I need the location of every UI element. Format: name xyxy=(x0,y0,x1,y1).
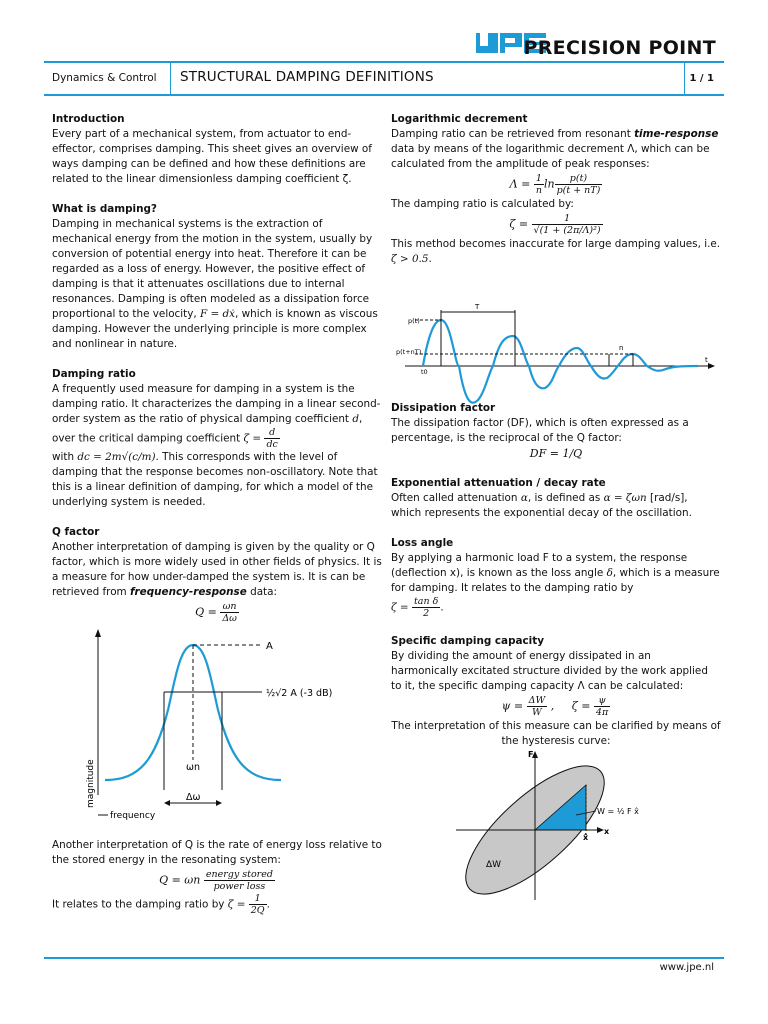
q-heading: Q factor xyxy=(52,526,100,538)
intro-text: Every part of a mechanical system, from actuator to end-effector, comprises damping. This sheet gives an overview of ways damping can be defined and how these definitions are related to the linear dimensionless damping coefficient ζ. xyxy=(52,128,372,185)
header-divider-2 xyxy=(684,63,685,94)
sdc-text-1: By dividing the amount of energy dissipated in an harmonically excitated structure divided by the work applied to it, the specific damping capacity Λ can be calculated: xyxy=(391,650,708,692)
log-equation-2: ζ = $\frac{1}{\text{√(1 + (2π/Λ)²)}}$ xyxy=(509,213,601,236)
label-wn: ωn xyxy=(186,762,200,773)
label-dW: ΔW xyxy=(486,860,502,870)
header-page: 1 / 1 xyxy=(689,73,714,84)
q-equation-2: Q = ωn $\frac{\text{energy stored}}{\text{power loss}}$ xyxy=(159,869,273,892)
label-t: t xyxy=(705,356,708,364)
label-xhat: x̂ xyxy=(583,833,589,842)
label-x: x xyxy=(604,827,610,836)
left-column xyxy=(52,112,382,626)
q-equation: Q = $\frac{\omega n}{\Delta\omega}$ xyxy=(195,601,237,624)
q-text-3: It relates to the damping ratio by ζ = $\frac{1}{2Q}$ . xyxy=(52,893,270,916)
log-equation: Λ = $\frac{1}{n}$ ln $\frac{p(t)}{p(t + nT)}$ xyxy=(509,173,601,196)
label-dw: Δω xyxy=(186,792,201,803)
label-frequency: frequency xyxy=(110,811,156,821)
log-text-3: This method becomes inaccurate for large damping values, i.e. ζ > 0.5. xyxy=(391,238,721,265)
sdc-heading: Specific damping capacity xyxy=(391,635,544,647)
what-text: Damping in mechanical systems is the extraction of mechanical energy from the motion in the system, usually by conversion of potential energy into heat. Therefore it can be regarded as a loss of energy. However, the positive effect of damping is that it attenuates oscillations due to internal resonances. Damping is often modeled as a dissipation force proportional to the velocity, F = dẋ, which is known as viscous damping. However the underlying principle is more complex and nonlinear in nature. xyxy=(52,218,378,350)
exp-text: Often called attenuation α, is defined as α = ζωn [rad/s], which represents the exponential decay of the oscillation. xyxy=(391,492,692,519)
what-heading: What is damping? xyxy=(52,203,157,215)
header-title: STRUCTURAL DAMPING DEFINITIONS xyxy=(180,69,434,85)
q-text-1: Another interpretation of damping is given by the quality or Q factor, which is more widely used in other fields of physics. It is a measure for how under-damped the system is. It is can be retrieved from frequency-response data: xyxy=(52,541,382,598)
label-F: F xyxy=(528,750,534,759)
dc-eq: dc = 2m√(c/m) xyxy=(77,451,156,463)
what-eq: F = dẋ xyxy=(200,308,236,320)
header-bottom-rule xyxy=(44,94,724,96)
label-W: W = ½ F x̂ xyxy=(597,807,639,816)
loss-heading: Loss angle xyxy=(391,537,454,549)
right-column xyxy=(391,112,721,267)
footer-url[interactable]: www.jpe.nl xyxy=(659,962,714,973)
decay-plot xyxy=(393,302,718,402)
sdc-text-2: The interpretation of this measure can be clarified by means of the hysteresis curve: xyxy=(391,720,721,747)
label-half: ½√2 A (-3 dB) xyxy=(266,688,333,699)
df-heading: Dissipation factor xyxy=(391,402,496,414)
brand-title: PRECISION POINT xyxy=(523,37,716,59)
label-T: T xyxy=(475,303,480,311)
q-text-2: Another interpretation of Q is the rate of energy loss relative to the stored energy in the resonating system: xyxy=(52,839,382,866)
ratio-heading: Damping ratio xyxy=(52,368,136,380)
label-magnitude: magnitude xyxy=(86,759,96,808)
df-text: The dissipation factor (DF), which is often expressed as a percentage, is the reciprocal of the Q factor: xyxy=(391,417,689,444)
label-pt: p(t) xyxy=(408,317,420,325)
footer-rule xyxy=(44,957,724,959)
label-ptn: p(t+nT) xyxy=(396,348,422,356)
left-column-bottom xyxy=(52,838,382,916)
log-text-1: Damping ratio can be retrieved from resonant time-response data by means of the logarithmic decrement Λ, which can be calculated from the amplitude of peak responses: xyxy=(391,128,719,170)
decay-curve xyxy=(423,320,698,403)
ratio-text: A frequently used measure for damping in a system is the damping ratio. It characterizes the damping in a linear second-order system as the ratio of physical damping coefficient d, over the critical damping coefficient ζ = $\frac{d}{dc}$ with dc = 2m√(c/m). This corresponds with the level of damping that the response becomes non-oscillatory. Note that this is a linear definition of damping, for which a model of the underlying system is needed. xyxy=(52,383,381,508)
label-t0: t0 xyxy=(421,368,428,376)
log-heading: Logarithmic decrement xyxy=(391,113,528,125)
loss-text: By applying a harmonic load F to a system, the response (deflection x), is known as the loss angle δ, which is a measure for damping. It relates to the damping ratio by ζ = $\frac{\text{tan δ}}{2}$ . xyxy=(391,552,720,619)
exp-heading: Exponential attenuation / decay rate xyxy=(391,477,606,489)
header-top-rule xyxy=(44,61,724,63)
df-equation: DF = 1/Q xyxy=(529,447,583,460)
right-column-mid xyxy=(391,401,721,749)
header-divider-1 xyxy=(170,63,171,94)
resonance-plot xyxy=(80,630,333,825)
intro-heading: Introduction xyxy=(52,113,125,125)
sdc-equations: ψ = $\frac{\Delta W}{W}$ , ζ = $\frac{\psi}{4\pi}$ xyxy=(501,695,609,718)
header-section: Dynamics & Control xyxy=(52,72,157,84)
log-text-2: The damping ratio is calculated by: xyxy=(391,198,574,210)
hysteresis-plot xyxy=(450,745,650,905)
label-n: n xyxy=(619,344,624,352)
label-A: A xyxy=(266,641,273,652)
